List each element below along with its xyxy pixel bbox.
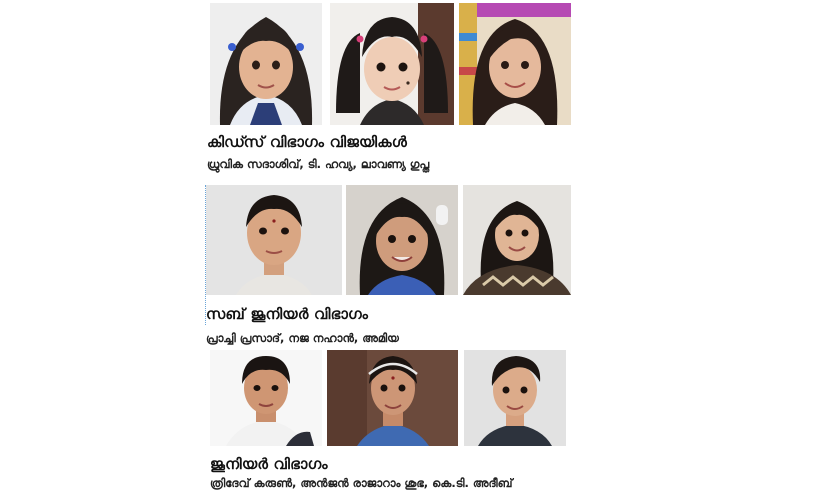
kids-winner-photo-1 bbox=[210, 3, 322, 125]
kids-winner-photo-3 bbox=[459, 3, 571, 125]
sub-junior-winner-photo-2 bbox=[346, 185, 458, 295]
sub-junior-winner-photo-3 bbox=[463, 185, 571, 295]
junior-section-heading: ജൂനിയർ വിഭാഗം bbox=[210, 455, 328, 473]
junior-winner-photo-3 bbox=[464, 350, 566, 446]
kids-section-heading: കിഡ്സ് വിഭാഗം വിജയികൾ bbox=[207, 133, 407, 151]
junior-winner-photo-1 bbox=[210, 350, 322, 446]
sub-junior-winner-photo-1 bbox=[206, 185, 342, 295]
junior-winner-photo-2 bbox=[327, 350, 458, 446]
sub-junior-section-heading: സബ് ജൂനിയർ വിഭാഗം bbox=[206, 305, 369, 323]
kids-winner-photo-2 bbox=[330, 3, 454, 125]
kids-section-names: ധ്രുവിക സദാശിവ്, ടി. ഹവ്യ, ലാവണ്യ ഗുപ്ത bbox=[207, 157, 430, 171]
sub-junior-section-names: പ്രാച്ചി പ്രസാദ്, നജ നഹാൻ, അമിയ bbox=[206, 331, 399, 345]
junior-section-names: ത്രിദേവ് കരുൺ, അൻജൻ രാജാറാം ശുഭ, കെ.ടി. അദീബ് bbox=[210, 476, 513, 490]
